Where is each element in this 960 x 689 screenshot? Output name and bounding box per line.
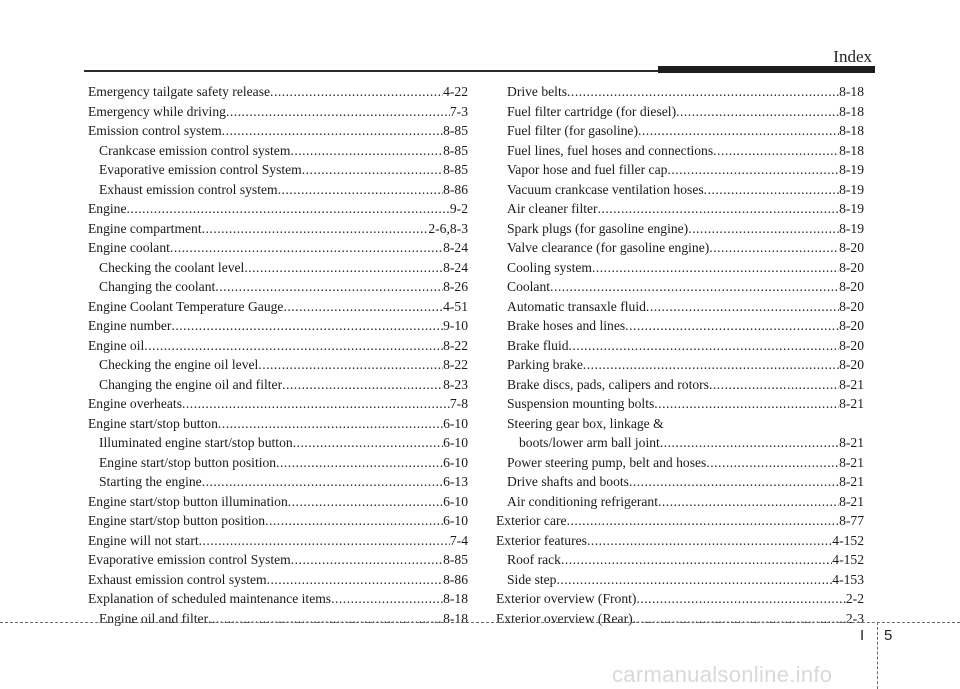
entry-label: Illuminated engine start/stop button bbox=[99, 435, 293, 450]
page-title: Index bbox=[833, 47, 872, 66]
index-entry bbox=[88, 394, 468, 414]
leader-dots bbox=[226, 102, 450, 122]
index-entry bbox=[496, 589, 864, 609]
entry-page: 8-85 bbox=[443, 162, 468, 177]
leader-dots bbox=[638, 121, 839, 141]
leader-dots bbox=[567, 511, 840, 531]
index-entry bbox=[496, 375, 864, 395]
entry-label: Crankcase emission control system bbox=[99, 142, 291, 158]
index-entry bbox=[496, 219, 864, 239]
index-entry bbox=[496, 394, 864, 414]
entry-label: Engine oil bbox=[88, 337, 145, 353]
leader-dots bbox=[170, 238, 443, 258]
entry-label: Engine will not start bbox=[88, 532, 199, 548]
leader-dots bbox=[709, 375, 839, 395]
entry-label: Explanation of scheduled maintenance items bbox=[88, 591, 332, 606]
leader-dots bbox=[706, 453, 839, 473]
entry-label: Vapor hose and fuel filler cap bbox=[507, 162, 668, 177]
leader-dots bbox=[171, 316, 443, 336]
index-entry bbox=[496, 433, 864, 453]
leader-dots bbox=[283, 297, 443, 317]
leader-dots bbox=[713, 141, 839, 161]
leader-dots bbox=[561, 550, 832, 570]
leader-dots bbox=[556, 570, 832, 590]
index-entry bbox=[496, 570, 864, 590]
index-entry bbox=[88, 336, 468, 356]
entry-label: Changing the coolant bbox=[99, 279, 216, 294]
entry-label: Checking the coolant level bbox=[99, 259, 245, 275]
leader-dots bbox=[258, 355, 443, 375]
index-entry bbox=[88, 433, 468, 453]
leader-dots bbox=[633, 609, 846, 629]
index-entry bbox=[88, 121, 468, 141]
index-entry bbox=[88, 82, 468, 102]
leader-dots bbox=[646, 297, 839, 317]
entry-page: 8-86 bbox=[443, 571, 468, 587]
entry-label: Engine start/stop button position bbox=[99, 454, 277, 470]
leader-dots bbox=[569, 336, 840, 356]
entry-page: 8-20 bbox=[839, 357, 864, 372]
entry-page: 8-18 bbox=[839, 103, 864, 119]
index-entry bbox=[496, 141, 864, 161]
page-number: 5 bbox=[884, 627, 893, 644]
entry-page: 4-152 bbox=[832, 532, 864, 548]
entry-label: Spark plugs (for gasoline engine) bbox=[507, 220, 689, 236]
index-entry bbox=[88, 355, 468, 375]
index-entry bbox=[496, 82, 864, 102]
index-entry bbox=[88, 297, 468, 317]
index-entry bbox=[88, 238, 468, 258]
index-entry bbox=[88, 453, 468, 473]
leader-dots bbox=[265, 511, 443, 531]
entry-page: 8-20 bbox=[839, 279, 864, 294]
index-entry bbox=[496, 492, 864, 512]
entry-page: 8-85 bbox=[443, 123, 468, 138]
entry-page: 6-10 bbox=[443, 415, 468, 431]
entry-label: Exhaust emission control system bbox=[99, 181, 278, 197]
leader-dots bbox=[583, 355, 839, 375]
leader-dots bbox=[282, 375, 443, 395]
index-entry bbox=[88, 316, 468, 336]
entry-page: 9-2 bbox=[449, 201, 468, 216]
leader-dots bbox=[208, 609, 443, 629]
entry-page: 8-20 bbox=[839, 259, 864, 275]
entry-page: 8-77 bbox=[839, 513, 864, 528]
leader-dots bbox=[625, 316, 839, 336]
index-entry bbox=[496, 414, 864, 434]
index-entry bbox=[88, 141, 468, 161]
entry-label: Evaporative emission control System bbox=[88, 552, 291, 567]
index-entry bbox=[496, 258, 864, 278]
entry-label: Evaporative emission control System bbox=[99, 162, 302, 177]
entry-label: Steering gear box, linkage & bbox=[507, 415, 664, 431]
entry-page: 8-19 bbox=[839, 201, 864, 216]
entry-label: Engine start/stop button bbox=[88, 415, 218, 431]
leader-dots bbox=[202, 472, 443, 492]
entry-label: Roof rack bbox=[507, 552, 561, 567]
entry-label: Checking the engine oil level bbox=[99, 357, 259, 372]
entry-page: 8-19 bbox=[839, 162, 864, 177]
leader-dots bbox=[709, 238, 839, 258]
entry-label: Vacuum crankcase ventilation hoses bbox=[507, 181, 704, 197]
entry-page: 8-21 bbox=[839, 474, 864, 489]
entry-page: 8-21 bbox=[839, 396, 864, 411]
index-entry bbox=[496, 277, 864, 297]
entry-label: Brake discs, pads, calipers and rotors bbox=[507, 376, 709, 392]
entry-page: 8-24 bbox=[443, 240, 468, 255]
index-entry bbox=[88, 219, 468, 239]
leader-dots bbox=[202, 219, 429, 239]
index-entry bbox=[496, 609, 864, 629]
entry-page: 8-18 bbox=[839, 123, 864, 138]
entry-page: 4-152 bbox=[832, 552, 864, 567]
entry-label: Emission control system bbox=[88, 123, 222, 138]
entry-page: 6-10 bbox=[443, 454, 468, 470]
footer-vertical-divider bbox=[877, 622, 878, 689]
entry-page: 9-10 bbox=[443, 318, 468, 333]
entry-label: Exhaust emission control system bbox=[88, 571, 267, 587]
entry-page: 8-22 bbox=[443, 337, 468, 353]
entry-page: 4-153 bbox=[832, 571, 864, 587]
leader-dots bbox=[667, 160, 839, 180]
entry-label: Exterior overview (Rear) bbox=[496, 610, 633, 626]
index-entry bbox=[88, 609, 468, 629]
leader-dots bbox=[127, 199, 450, 219]
entry-page: 2-6,8-3 bbox=[428, 220, 468, 236]
entry-label: Fuel filter (for gasoline) bbox=[507, 123, 638, 138]
entry-page: 8-18 bbox=[443, 591, 468, 606]
index-column-right bbox=[496, 82, 864, 628]
entry-page: 2-3 bbox=[845, 610, 864, 626]
leader-dots bbox=[222, 121, 443, 141]
index-entry bbox=[496, 238, 864, 258]
entry-label: Air conditioning refrigerant bbox=[507, 493, 658, 509]
entry-label: Exterior care bbox=[496, 513, 567, 528]
leader-dots bbox=[654, 394, 839, 414]
leader-dots bbox=[688, 219, 839, 239]
leader-dots bbox=[658, 492, 839, 512]
entry-page: 8-24 bbox=[443, 259, 468, 275]
entry-label: Engine number bbox=[88, 318, 172, 333]
leader-dots bbox=[567, 82, 839, 102]
watermark: carmanualsonline.info bbox=[612, 662, 833, 687]
entry-page: 8-19 bbox=[839, 181, 864, 197]
index-entry bbox=[88, 511, 468, 531]
entry-page: 2-2 bbox=[845, 591, 864, 606]
index-entry bbox=[496, 180, 864, 200]
entry-page: 8-21 bbox=[839, 435, 864, 450]
entry-label: Valve clearance (for gasoline engine) bbox=[507, 240, 710, 255]
leader-dots bbox=[331, 589, 443, 609]
entry-page: 8-18 bbox=[839, 84, 864, 99]
entry-label: Air cleaner filter bbox=[507, 201, 598, 216]
index-entry bbox=[496, 511, 864, 531]
leader-dots bbox=[199, 531, 450, 551]
entry-label: Starting the engine bbox=[99, 474, 202, 489]
leader-dots bbox=[144, 336, 443, 356]
index-entry bbox=[88, 550, 468, 570]
entry-page: 4-51 bbox=[443, 298, 468, 314]
leader-dots bbox=[215, 277, 443, 297]
index-entry bbox=[496, 297, 864, 317]
entry-label: Fuel filter cartridge (for diesel) bbox=[507, 103, 677, 119]
entry-label: Brake fluid bbox=[507, 337, 569, 353]
entry-label: Exterior features bbox=[496, 532, 587, 548]
entry-label: Fuel lines, fuel hoses and connections bbox=[507, 142, 714, 158]
entry-page: 8-85 bbox=[443, 552, 468, 567]
entry-page: 8-19 bbox=[839, 220, 864, 236]
index-entry bbox=[88, 375, 468, 395]
index-entry bbox=[496, 102, 864, 122]
entry-label: Suspension mounting bolts bbox=[507, 396, 655, 411]
entry-label: Emergency while driving bbox=[88, 103, 226, 119]
entry-label: Cooling system bbox=[507, 259, 592, 275]
header-bar bbox=[658, 66, 875, 73]
index-entry bbox=[88, 180, 468, 200]
leader-dots bbox=[676, 102, 839, 122]
leader-dots bbox=[550, 277, 839, 297]
leader-dots bbox=[587, 531, 832, 551]
entry-page: 8-18 bbox=[443, 610, 468, 626]
entry-page: 8-21 bbox=[839, 493, 864, 509]
entry-label: Drive shafts and boots bbox=[507, 474, 629, 489]
leader-dots bbox=[704, 180, 839, 200]
index-entry bbox=[88, 160, 468, 180]
index-entry bbox=[88, 277, 468, 297]
entry-page: 8-20 bbox=[839, 298, 864, 314]
entry-page: 6-10 bbox=[443, 493, 468, 509]
leader-dots bbox=[276, 453, 443, 473]
entry-page: 8-21 bbox=[839, 454, 864, 470]
index-entry bbox=[496, 550, 864, 570]
entry-label: Changing the engine oil and filter bbox=[99, 376, 283, 392]
index-entry bbox=[496, 472, 864, 492]
entry-label: Engine start/stop button position bbox=[88, 513, 266, 528]
index-entry bbox=[88, 102, 468, 122]
leader-dots bbox=[291, 550, 443, 570]
entry-page: 7-3 bbox=[449, 103, 468, 119]
index-entry bbox=[88, 472, 468, 492]
entry-label: Automatic transaxle fluid bbox=[507, 298, 646, 314]
entry-page: 7-4 bbox=[449, 532, 468, 548]
entry-label: Engine compartment bbox=[88, 220, 202, 236]
entry-label: Exterior overview (Front) bbox=[496, 591, 637, 606]
leader-dots bbox=[592, 258, 839, 278]
entry-page: 8-26 bbox=[443, 279, 468, 294]
entry-page: 8-85 bbox=[443, 142, 468, 158]
entry-label: Parking brake bbox=[507, 357, 583, 372]
entry-label: Engine start/stop button illumination bbox=[88, 493, 288, 509]
entry-page: 8-22 bbox=[443, 357, 468, 372]
leader-dots bbox=[660, 433, 839, 453]
index-entry bbox=[496, 316, 864, 336]
entry-page: 6-10 bbox=[443, 435, 468, 450]
entry-page: 6-10 bbox=[443, 513, 468, 528]
index-entry bbox=[88, 258, 468, 278]
entry-label: Drive belts bbox=[507, 84, 568, 99]
entry-page: 7-8 bbox=[449, 396, 468, 411]
index-entry bbox=[496, 160, 864, 180]
leader-dots bbox=[302, 160, 443, 180]
leader-dots bbox=[244, 258, 443, 278]
index-entry bbox=[496, 121, 864, 141]
entry-label: Brake hoses and lines bbox=[507, 318, 626, 333]
index-entry bbox=[88, 414, 468, 434]
index-entry bbox=[496, 199, 864, 219]
leader-dots bbox=[288, 492, 443, 512]
leader-dots bbox=[598, 199, 840, 219]
entry-label: Engine bbox=[88, 201, 127, 216]
index-entry bbox=[496, 453, 864, 473]
leader-dots bbox=[267, 570, 443, 590]
index-entry bbox=[496, 336, 864, 356]
leader-dots bbox=[293, 433, 443, 453]
entry-label: Engine oil and filter bbox=[99, 610, 209, 626]
entry-page: 8-23 bbox=[443, 376, 468, 392]
index-entry bbox=[88, 570, 468, 590]
entry-page: 6-13 bbox=[443, 474, 468, 489]
leader-dots bbox=[270, 82, 443, 102]
index-column-left bbox=[88, 82, 468, 628]
leader-dots bbox=[182, 394, 450, 414]
entry-label: Coolant bbox=[507, 279, 551, 294]
entry-label: Engine Coolant Temperature Gauge bbox=[88, 298, 284, 314]
entry-page: 8-18 bbox=[839, 142, 864, 158]
entry-page: 4-22 bbox=[443, 84, 468, 99]
index-entry bbox=[88, 589, 468, 609]
entry-label: Engine overheats bbox=[88, 396, 182, 411]
entry-page: 8-86 bbox=[443, 181, 468, 197]
footer-divider bbox=[0, 622, 960, 623]
entry-label: boots/lower arm ball joint bbox=[519, 435, 660, 450]
index-entry bbox=[88, 492, 468, 512]
leader-dots bbox=[278, 180, 443, 200]
section-letter: I bbox=[860, 627, 865, 644]
entry-page: 8-20 bbox=[839, 337, 864, 353]
entry-label: Engine coolant bbox=[88, 240, 170, 255]
leader-dots bbox=[629, 472, 839, 492]
entry-page: 8-20 bbox=[839, 318, 864, 333]
entry-page: 8-20 bbox=[839, 240, 864, 255]
leader-dots bbox=[290, 141, 443, 161]
index-entry bbox=[88, 199, 468, 219]
entry-label: Side step bbox=[507, 571, 557, 587]
index-entry bbox=[496, 355, 864, 375]
entry-label: Power steering pump, belt and hoses bbox=[507, 454, 707, 470]
index-entry bbox=[88, 531, 468, 551]
index-entry bbox=[496, 531, 864, 551]
leader-dots bbox=[218, 414, 443, 434]
entry-label: Emergency tailgate safety release bbox=[88, 84, 271, 99]
entry-page: 8-21 bbox=[839, 376, 864, 392]
leader-dots bbox=[636, 589, 845, 609]
